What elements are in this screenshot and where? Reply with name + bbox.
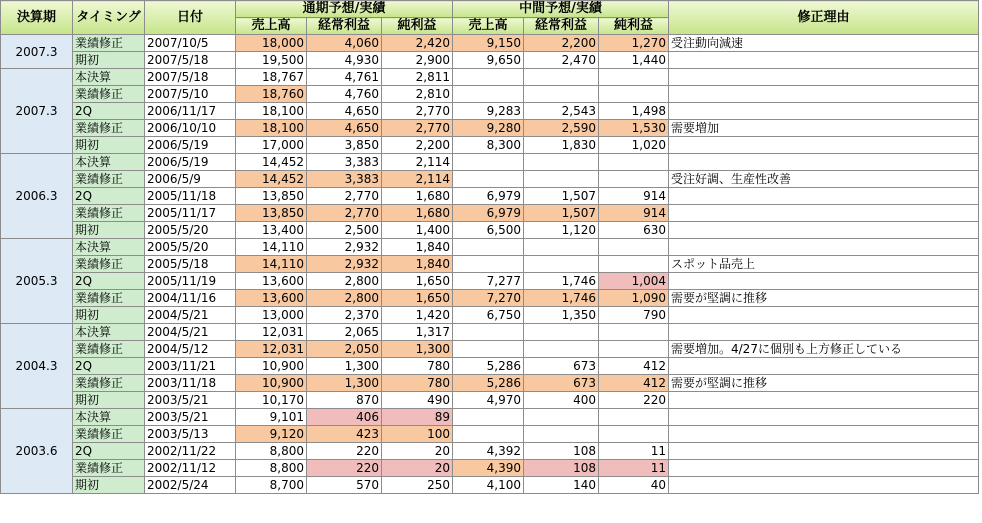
fy-net-cell: 1,300	[382, 341, 453, 358]
fy-ordinary-cell: 4,060	[307, 35, 382, 52]
timing-cell: 業績修正	[73, 86, 145, 103]
date-cell: 2003/5/21	[145, 392, 236, 409]
fy-sales-cell: 13,850	[236, 188, 307, 205]
ih-sales-cell: 6,750	[453, 307, 524, 324]
timing-cell: 本決算	[73, 409, 145, 426]
header-reason: 修正理由	[669, 1, 979, 35]
table-row	[1, 154, 979, 171]
ih-net-cell	[599, 409, 669, 426]
ih-ordinary-cell: 1,507	[524, 188, 599, 205]
ih-net-cell	[599, 239, 669, 256]
table-row	[1, 256, 979, 273]
fy-sales-cell: 10,170	[236, 392, 307, 409]
ih-net-cell: 1,440	[599, 52, 669, 69]
period-cell: 2005.3	[1, 239, 73, 324]
fy-net-cell: 1,680	[382, 205, 453, 222]
fy-ordinary-cell: 423	[307, 426, 382, 443]
table-row	[1, 307, 979, 324]
timing-cell: 業績修正	[73, 426, 145, 443]
ih-ordinary-cell	[524, 171, 599, 188]
timing-cell: 業績修正	[73, 120, 145, 137]
fy-net-cell: 2,900	[382, 52, 453, 69]
fy-sales-cell: 14,110	[236, 239, 307, 256]
ih-net-cell	[599, 341, 669, 358]
table-row	[1, 290, 979, 307]
date-cell: 2002/11/22	[145, 443, 236, 460]
fy-ordinary-cell: 2,500	[307, 222, 382, 239]
timing-cell: 業績修正	[73, 171, 145, 188]
ih-net-cell: 1,270	[599, 35, 669, 52]
header-date: 日付	[145, 1, 236, 35]
fy-sales-cell: 19,500	[236, 52, 307, 69]
fy-ordinary-cell: 220	[307, 460, 382, 477]
ih-net-cell: 1,498	[599, 103, 669, 120]
reason-cell: 需要増加	[669, 120, 979, 137]
reason-cell	[669, 154, 979, 171]
ih-ordinary-cell: 140	[524, 477, 599, 494]
header-full-year: 通期予想/実績	[236, 1, 453, 18]
reason-cell	[669, 222, 979, 239]
fy-ordinary-cell: 570	[307, 477, 382, 494]
table-row	[1, 86, 979, 103]
ih-net-cell: 630	[599, 222, 669, 239]
ih-sales-cell	[453, 86, 524, 103]
fy-net-cell: 20	[382, 443, 453, 460]
reason-cell	[669, 69, 979, 86]
table-row	[1, 52, 979, 69]
date-cell: 2005/5/20	[145, 222, 236, 239]
ih-sales-cell	[453, 324, 524, 341]
ih-ordinary-cell: 400	[524, 392, 599, 409]
ih-sales-cell	[453, 409, 524, 426]
fy-net-cell: 2,810	[382, 86, 453, 103]
ih-sales-cell	[453, 154, 524, 171]
fy-sales-cell: 13,000	[236, 307, 307, 324]
fy-sales-cell: 12,031	[236, 341, 307, 358]
ih-net-cell	[599, 86, 669, 103]
fy-sales-cell: 9,120	[236, 426, 307, 443]
reason-cell	[669, 188, 979, 205]
timing-cell: 2Q	[73, 443, 145, 460]
fy-net-cell: 1,680	[382, 188, 453, 205]
ih-ordinary-cell: 108	[524, 443, 599, 460]
reason-cell	[669, 273, 979, 290]
table-row	[1, 120, 979, 137]
table-row	[1, 341, 979, 358]
table-row	[1, 375, 979, 392]
fy-ordinary-cell: 406	[307, 409, 382, 426]
ih-ordinary-cell: 2,200	[524, 35, 599, 52]
ih-sales-cell	[453, 171, 524, 188]
ih-sales-cell: 9,283	[453, 103, 524, 120]
fy-ordinary-cell: 220	[307, 443, 382, 460]
table-row	[1, 103, 979, 120]
ih-sales-cell: 6,979	[453, 205, 524, 222]
fy-ordinary-cell: 4,930	[307, 52, 382, 69]
date-cell: 2006/5/19	[145, 137, 236, 154]
fy-sales-cell: 8,700	[236, 477, 307, 494]
ih-ordinary-cell	[524, 154, 599, 171]
fy-net-cell: 1,400	[382, 222, 453, 239]
ih-sales-cell: 6,979	[453, 188, 524, 205]
date-cell: 2005/11/19	[145, 273, 236, 290]
header-ih-sales: 売上高	[453, 18, 524, 35]
timing-cell: 業績修正	[73, 256, 145, 273]
reason-cell: 受注動向減速	[669, 35, 979, 52]
ih-ordinary-cell	[524, 409, 599, 426]
ih-net-cell: 1,004	[599, 273, 669, 290]
ih-net-cell: 1,090	[599, 290, 669, 307]
ih-ordinary-cell: 1,350	[524, 307, 599, 324]
ih-ordinary-cell: 2,590	[524, 120, 599, 137]
ih-sales-cell	[453, 341, 524, 358]
table-row	[1, 409, 979, 426]
ih-ordinary-cell	[524, 256, 599, 273]
reason-cell	[669, 324, 979, 341]
date-cell: 2005/5/20	[145, 239, 236, 256]
timing-cell: 期初	[73, 392, 145, 409]
fy-net-cell: 780	[382, 358, 453, 375]
ih-sales-cell: 8,300	[453, 137, 524, 154]
ih-net-cell: 412	[599, 375, 669, 392]
header-ih-ordinary: 経常利益	[524, 18, 599, 35]
ih-ordinary-cell	[524, 324, 599, 341]
fy-ordinary-cell: 870	[307, 392, 382, 409]
ih-net-cell: 1,020	[599, 137, 669, 154]
header-timing: タイミング	[73, 1, 145, 35]
date-cell: 2003/11/18	[145, 375, 236, 392]
timing-cell: 2Q	[73, 273, 145, 290]
date-cell: 2005/11/17	[145, 205, 236, 222]
reason-cell	[669, 358, 979, 375]
reason-cell	[669, 477, 979, 494]
ih-ordinary-cell: 1,507	[524, 205, 599, 222]
ih-net-cell: 40	[599, 477, 669, 494]
timing-cell: 2Q	[73, 188, 145, 205]
header-fy-ordinary: 経常利益	[307, 18, 382, 35]
fy-sales-cell: 13,850	[236, 205, 307, 222]
fy-sales-cell: 18,000	[236, 35, 307, 52]
table-row	[1, 205, 979, 222]
table-row	[1, 443, 979, 460]
fy-sales-cell: 14,452	[236, 154, 307, 171]
fy-ordinary-cell: 2,932	[307, 256, 382, 273]
fy-ordinary-cell: 4,650	[307, 103, 382, 120]
table-body	[1, 35, 979, 494]
reason-cell	[669, 392, 979, 409]
ih-net-cell	[599, 324, 669, 341]
date-cell: 2007/5/18	[145, 52, 236, 69]
fy-net-cell: 1,840	[382, 239, 453, 256]
fy-sales-cell: 14,452	[236, 171, 307, 188]
table-row	[1, 137, 979, 154]
ih-sales-cell: 7,270	[453, 290, 524, 307]
ih-sales-cell	[453, 239, 524, 256]
fy-sales-cell: 18,100	[236, 120, 307, 137]
timing-cell: 業績修正	[73, 341, 145, 358]
timing-cell: 本決算	[73, 154, 145, 171]
ih-sales-cell: 7,277	[453, 273, 524, 290]
fy-ordinary-cell: 2,770	[307, 188, 382, 205]
reason-cell	[669, 103, 979, 120]
date-cell: 2006/5/9	[145, 171, 236, 188]
date-cell: 2003/11/21	[145, 358, 236, 375]
date-cell: 2005/11/18	[145, 188, 236, 205]
fy-ordinary-cell: 2,065	[307, 324, 382, 341]
date-cell: 2004/11/16	[145, 290, 236, 307]
ih-net-cell: 11	[599, 443, 669, 460]
date-cell: 2004/5/21	[145, 324, 236, 341]
timing-cell: 業績修正	[73, 290, 145, 307]
fy-net-cell: 89	[382, 409, 453, 426]
table-row	[1, 392, 979, 409]
ih-ordinary-cell	[524, 426, 599, 443]
table-row	[1, 188, 979, 205]
date-cell: 2004/5/21	[145, 307, 236, 324]
reason-cell: 需要増加。4/27に個別も上方修正している	[669, 341, 979, 358]
timing-cell: 業績修正	[73, 460, 145, 477]
fy-sales-cell: 8,800	[236, 443, 307, 460]
ih-net-cell	[599, 171, 669, 188]
period-cell: 2007.3	[1, 69, 73, 154]
timing-cell: 業績修正	[73, 375, 145, 392]
date-cell: 2007/5/18	[145, 69, 236, 86]
fy-ordinary-cell: 2,800	[307, 290, 382, 307]
table-row	[1, 477, 979, 494]
ih-sales-cell: 9,150	[453, 35, 524, 52]
reason-cell: 受注好調、生産性改善	[669, 171, 979, 188]
reason-cell	[669, 86, 979, 103]
date-cell: 2002/5/24	[145, 477, 236, 494]
date-cell: 2002/11/12	[145, 460, 236, 477]
ih-sales-cell: 4,390	[453, 460, 524, 477]
fy-net-cell: 1,650	[382, 290, 453, 307]
fy-ordinary-cell: 4,650	[307, 120, 382, 137]
fy-net-cell: 20	[382, 460, 453, 477]
reason-cell	[669, 460, 979, 477]
fy-ordinary-cell: 2,770	[307, 205, 382, 222]
ih-net-cell	[599, 256, 669, 273]
table-row	[1, 35, 979, 52]
reason-cell	[669, 52, 979, 69]
ih-ordinary-cell	[524, 239, 599, 256]
reason-cell	[669, 409, 979, 426]
header-fy-net: 純利益	[382, 18, 453, 35]
fy-net-cell: 2,114	[382, 171, 453, 188]
ih-net-cell: 11	[599, 460, 669, 477]
fy-sales-cell: 18,760	[236, 86, 307, 103]
period-cell: 2007.3	[1, 35, 73, 69]
fy-sales-cell: 13,400	[236, 222, 307, 239]
ih-net-cell: 914	[599, 205, 669, 222]
fy-sales-cell: 13,600	[236, 290, 307, 307]
ih-ordinary-cell: 1,746	[524, 273, 599, 290]
header-period: 決算期	[1, 1, 73, 35]
fy-ordinary-cell: 2,370	[307, 307, 382, 324]
ih-ordinary-cell	[524, 341, 599, 358]
fy-net-cell: 2,770	[382, 120, 453, 137]
ih-net-cell	[599, 426, 669, 443]
fy-net-cell: 2,114	[382, 154, 453, 171]
fy-ordinary-cell: 2,932	[307, 239, 382, 256]
ih-net-cell	[599, 154, 669, 171]
timing-cell: 本決算	[73, 69, 145, 86]
ih-ordinary-cell	[524, 69, 599, 86]
fy-net-cell: 1,317	[382, 324, 453, 341]
timing-cell: 業績修正	[73, 35, 145, 52]
reason-cell: 需要が堅調に推移	[669, 375, 979, 392]
fy-net-cell: 780	[382, 375, 453, 392]
fy-net-cell: 100	[382, 426, 453, 443]
date-cell: 2003/5/21	[145, 409, 236, 426]
reason-cell	[669, 239, 979, 256]
fy-net-cell: 2,200	[382, 137, 453, 154]
timing-cell: 期初	[73, 52, 145, 69]
fy-net-cell: 1,650	[382, 273, 453, 290]
ih-ordinary-cell: 1,120	[524, 222, 599, 239]
fy-ordinary-cell: 3,383	[307, 154, 382, 171]
timing-cell: 期初	[73, 477, 145, 494]
date-cell: 2007/5/10	[145, 86, 236, 103]
ih-ordinary-cell: 1,830	[524, 137, 599, 154]
timing-cell: 期初	[73, 222, 145, 239]
ih-net-cell: 220	[599, 392, 669, 409]
ih-ordinary-cell: 2,470	[524, 52, 599, 69]
fy-sales-cell: 18,767	[236, 69, 307, 86]
timing-cell: 2Q	[73, 103, 145, 120]
fy-sales-cell: 13,600	[236, 273, 307, 290]
fy-sales-cell: 10,900	[236, 358, 307, 375]
ih-sales-cell: 6,500	[453, 222, 524, 239]
reason-cell	[669, 137, 979, 154]
ih-sales-cell: 9,280	[453, 120, 524, 137]
table-row	[1, 69, 979, 86]
reason-cell	[669, 426, 979, 443]
reason-cell	[669, 307, 979, 324]
ih-net-cell: 914	[599, 188, 669, 205]
date-cell: 2003/5/13	[145, 426, 236, 443]
ih-ordinary-cell: 108	[524, 460, 599, 477]
timing-cell: 2Q	[73, 358, 145, 375]
timing-cell: 本決算	[73, 239, 145, 256]
reason-cell	[669, 205, 979, 222]
ih-sales-cell: 4,392	[453, 443, 524, 460]
table-row	[1, 273, 979, 290]
table-row	[1, 358, 979, 375]
ih-ordinary-cell: 673	[524, 358, 599, 375]
fy-sales-cell: 10,900	[236, 375, 307, 392]
ih-ordinary-cell	[524, 86, 599, 103]
reason-cell	[669, 443, 979, 460]
ih-sales-cell	[453, 69, 524, 86]
table-row	[1, 239, 979, 256]
period-cell: 2006.3	[1, 154, 73, 239]
fy-net-cell: 2,770	[382, 103, 453, 120]
date-cell: 2006/10/10	[145, 120, 236, 137]
table-row	[1, 460, 979, 477]
fy-ordinary-cell: 3,383	[307, 171, 382, 188]
timing-cell: 期初	[73, 307, 145, 324]
ih-net-cell: 1,530	[599, 120, 669, 137]
fy-ordinary-cell: 1,300	[307, 375, 382, 392]
timing-cell: 業績修正	[73, 205, 145, 222]
date-cell: 2005/5/18	[145, 256, 236, 273]
fy-ordinary-cell: 4,761	[307, 69, 382, 86]
ih-ordinary-cell: 1,746	[524, 290, 599, 307]
ih-net-cell: 790	[599, 307, 669, 324]
header-fy-sales: 売上高	[236, 18, 307, 35]
fy-ordinary-cell: 2,050	[307, 341, 382, 358]
fy-net-cell: 1,840	[382, 256, 453, 273]
fy-net-cell: 490	[382, 392, 453, 409]
fy-ordinary-cell: 3,850	[307, 137, 382, 154]
table-row	[1, 171, 979, 188]
ih-sales-cell: 5,286	[453, 358, 524, 375]
fy-net-cell: 250	[382, 477, 453, 494]
fy-sales-cell: 8,800	[236, 460, 307, 477]
ih-sales-cell: 4,970	[453, 392, 524, 409]
timing-cell: 本決算	[73, 324, 145, 341]
period-cell: 2003.6	[1, 409, 73, 494]
date-cell: 2007/10/5	[145, 35, 236, 52]
header-interim: 中間予想/実績	[453, 1, 669, 18]
fy-sales-cell: 14,110	[236, 256, 307, 273]
fy-net-cell: 1,420	[382, 307, 453, 324]
fy-net-cell: 2,420	[382, 35, 453, 52]
header-ih-net: 純利益	[599, 18, 669, 35]
date-cell: 2006/5/19	[145, 154, 236, 171]
reason-cell: 需要が堅調に推移	[669, 290, 979, 307]
fy-sales-cell: 18,100	[236, 103, 307, 120]
fy-ordinary-cell: 4,760	[307, 86, 382, 103]
date-cell: 2004/5/12	[145, 341, 236, 358]
fy-net-cell: 2,811	[382, 69, 453, 86]
timing-cell: 期初	[73, 137, 145, 154]
table-row	[1, 426, 979, 443]
ih-ordinary-cell: 2,543	[524, 103, 599, 120]
fy-sales-cell: 12,031	[236, 324, 307, 341]
fy-ordinary-cell: 2,800	[307, 273, 382, 290]
table-row	[1, 222, 979, 239]
ih-sales-cell: 5,286	[453, 375, 524, 392]
ih-net-cell: 412	[599, 358, 669, 375]
fy-ordinary-cell: 1,300	[307, 358, 382, 375]
ih-sales-cell: 9,650	[453, 52, 524, 69]
ih-sales-cell	[453, 256, 524, 273]
reason-cell: スポット品売上	[669, 256, 979, 273]
period-cell: 2004.3	[1, 324, 73, 409]
ih-sales-cell	[453, 426, 524, 443]
ih-sales-cell: 4,100	[453, 477, 524, 494]
date-cell: 2006/11/17	[145, 103, 236, 120]
fy-sales-cell: 17,000	[236, 137, 307, 154]
table-row	[1, 324, 979, 341]
ih-ordinary-cell: 673	[524, 375, 599, 392]
fy-sales-cell: 9,101	[236, 409, 307, 426]
ih-net-cell	[599, 69, 669, 86]
